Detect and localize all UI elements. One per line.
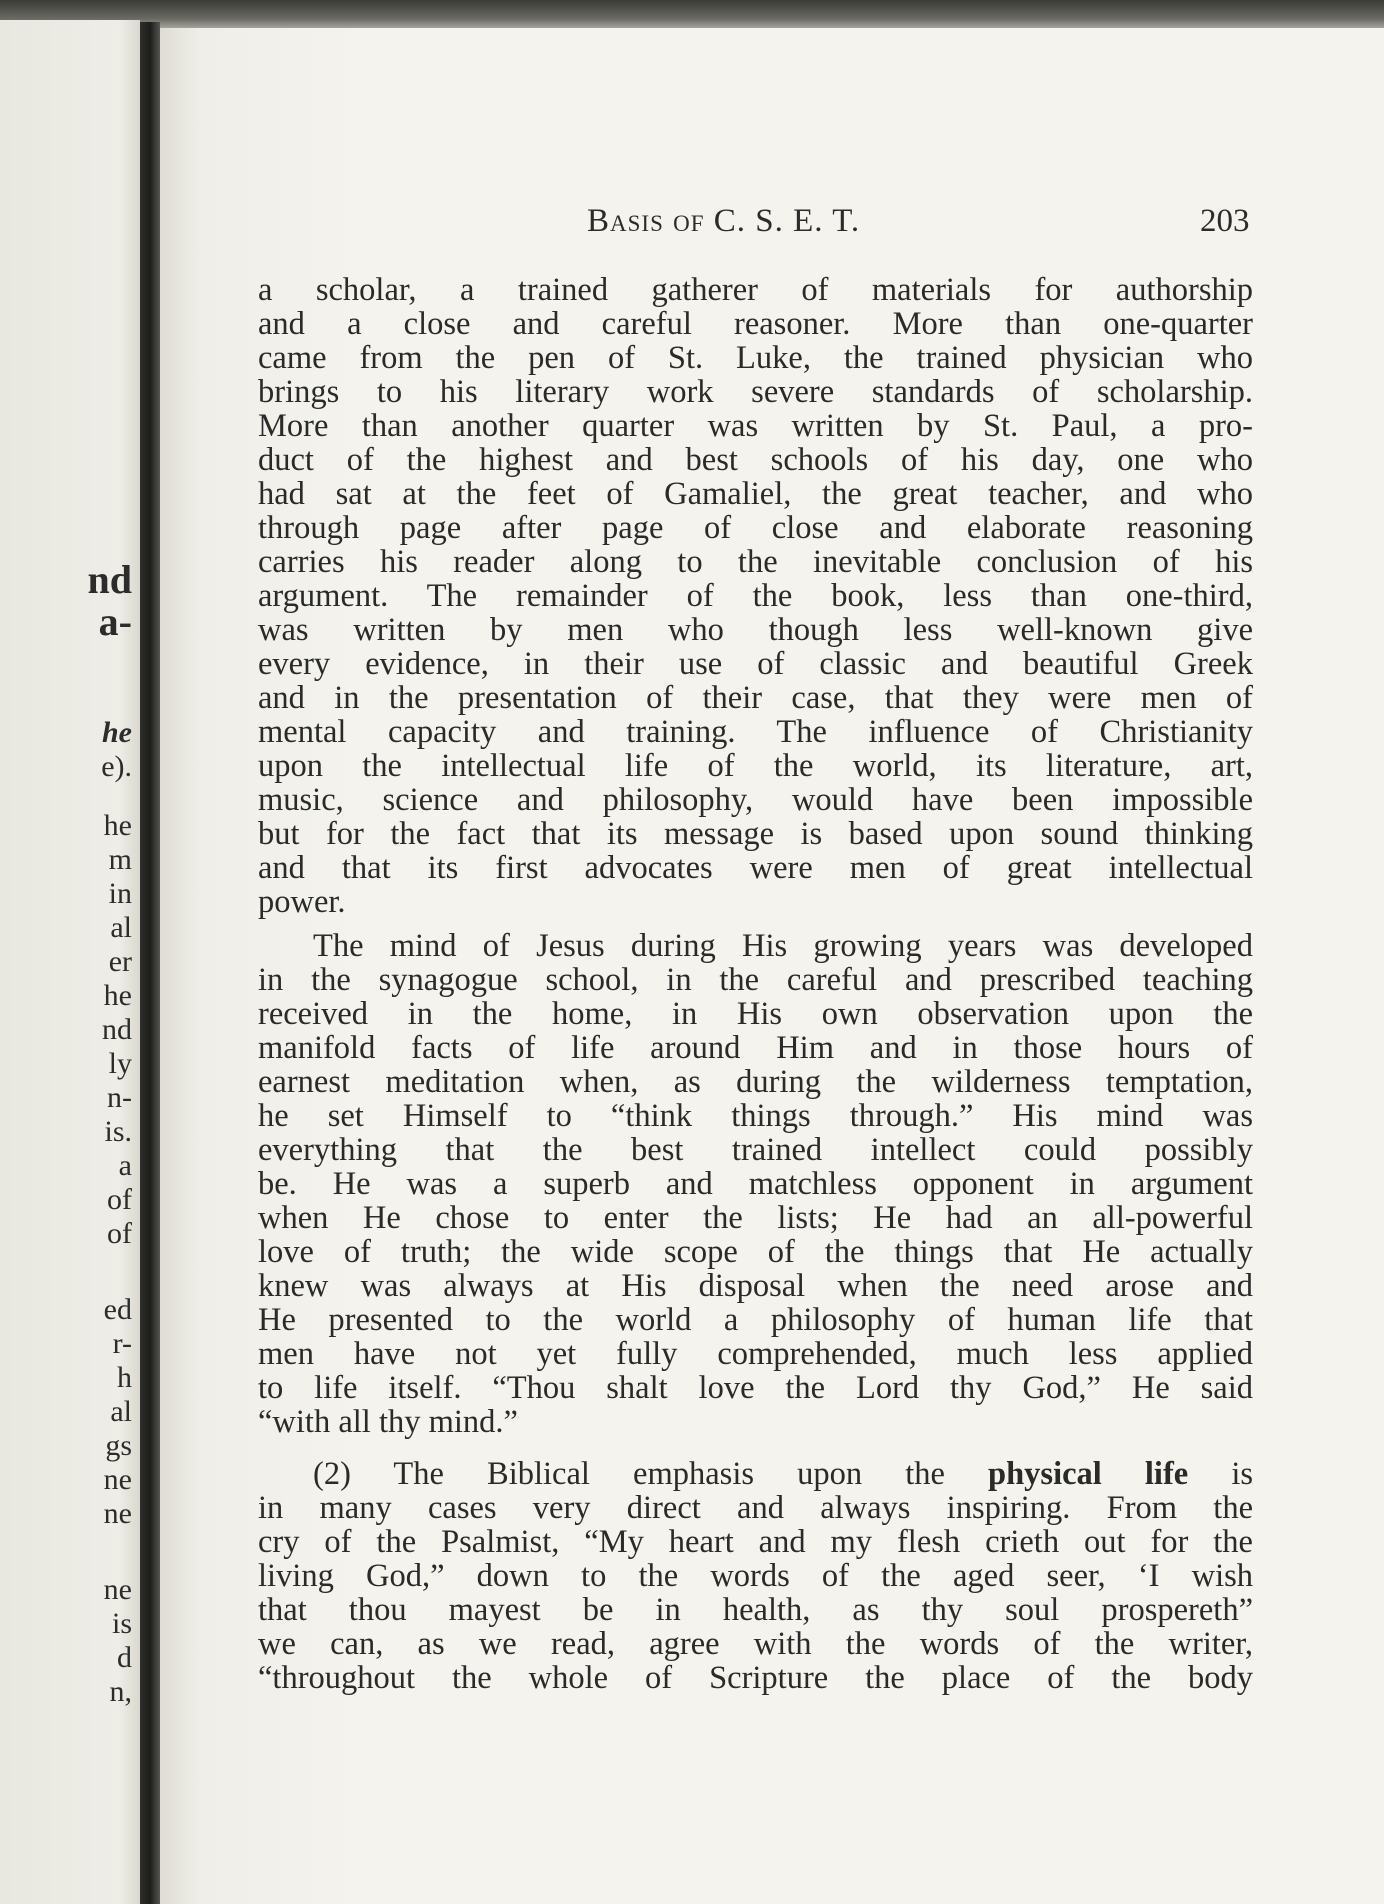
book-gutter bbox=[140, 22, 160, 1904]
fragment-line: m bbox=[108, 843, 132, 876]
fragment-line: d bbox=[117, 1641, 132, 1674]
text-line: The mind of Jesus during His growing years was developed bbox=[313, 928, 1253, 964]
text-line: and that its first advocates were men of great intellectual bbox=[258, 850, 1253, 886]
text-line: when He chose to enter the lists; He had an all-powerful bbox=[258, 1200, 1253, 1236]
fragment-line: n- bbox=[107, 1081, 132, 1114]
fragment-line: is bbox=[111, 1607, 132, 1640]
text-line: had sat at the feet of Gamaliel, the great teacher, and who bbox=[258, 476, 1253, 512]
fragment-line: ne bbox=[103, 1497, 132, 1530]
fragment-line: nd bbox=[87, 557, 132, 602]
text-line: in the synagogue school, in the careful and prescribed teaching bbox=[258, 962, 1253, 998]
text-run: is bbox=[1188, 1456, 1253, 1492]
text-line: a scholar, a trained gatherer of materials for authorship bbox=[258, 272, 1253, 308]
text-line: “throughout the whole of Scripture the place of the body bbox=[258, 1660, 1253, 1696]
text-line: knew was always at His disposal when the need arose and bbox=[258, 1268, 1253, 1304]
fragment-line: e). bbox=[101, 750, 132, 783]
text-line: that thou mayest be in health, as thy soul prospereth” bbox=[258, 1592, 1253, 1628]
text-line: He presented to the world a philosophy of human life that bbox=[258, 1302, 1253, 1338]
fragment-line: of bbox=[107, 1183, 132, 1216]
text-line: earnest meditation when, as during the wilderness temptation, bbox=[258, 1064, 1253, 1100]
fragment-line: he bbox=[102, 716, 132, 749]
text-line: mental capacity and training. The influence of Christianity bbox=[258, 714, 1253, 750]
text-line: received in the home, in His own observation upon the bbox=[258, 996, 1253, 1032]
text-line: love of truth; the wide scope of the things that He actually bbox=[258, 1234, 1253, 1270]
text-line: duct of the highest and best schools of his day, one who bbox=[258, 442, 1253, 478]
fragment-line: r- bbox=[112, 1327, 132, 1360]
text-line: to life itself. “Thou shalt love the Lord thy God,” He said bbox=[258, 1370, 1253, 1406]
text-line: but for the fact that its message is based upon sound thinking bbox=[258, 816, 1253, 852]
fragment-line: of bbox=[107, 1217, 132, 1250]
running-head: Basis of C. S. E. T. bbox=[587, 203, 861, 239]
text-line: every evidence, in their use of classic and beautiful Greek bbox=[258, 646, 1253, 682]
fragment-line: a bbox=[118, 1149, 132, 1182]
text-line: was written by men who though less well-known give bbox=[258, 612, 1253, 648]
facing-page-fragment bbox=[0, 20, 140, 1904]
text-line: be. He was a superb and matchless opponent in argument bbox=[258, 1166, 1253, 1202]
page-number: 203 bbox=[1200, 203, 1250, 239]
text-line: men have not yet fully comprehended, much less applied bbox=[258, 1336, 1253, 1372]
text-line: we can, as we read, agree with the words of the writer, bbox=[258, 1626, 1253, 1662]
fragment-line: al bbox=[110, 1395, 132, 1428]
text-run: (2) The Biblical emphasis upon the bbox=[313, 1456, 989, 1492]
fragment-line: he bbox=[103, 979, 132, 1012]
fragment-line: in bbox=[108, 877, 132, 910]
text-line: living God,” down to the words of the aged seer, ‘I wish bbox=[258, 1558, 1253, 1594]
fragment-line: n, bbox=[109, 1675, 132, 1708]
text-line: cry of the Psalmist, “My heart and my flesh crieth out for the bbox=[258, 1524, 1253, 1560]
text-line: “with all thy mind.” bbox=[258, 1404, 518, 1440]
fragment-line: al bbox=[110, 911, 132, 944]
text-line: More than another quarter was written by St. Paul, a pro- bbox=[258, 408, 1253, 444]
text-line: brings to his literary work severe standards of scholarship. bbox=[258, 374, 1253, 410]
text-line: in many cases very direct and always inspiring. From the bbox=[258, 1490, 1253, 1526]
fragment-line: a- bbox=[98, 599, 132, 644]
text-line: upon the intellectual life of the world, its literature, art, bbox=[258, 748, 1253, 784]
fragment-line: ne bbox=[103, 1463, 132, 1496]
text-line: and a close and careful reasoner. More than one-quarter bbox=[258, 306, 1253, 342]
fragment-line: ed bbox=[103, 1293, 132, 1326]
fragment-line: h bbox=[117, 1361, 132, 1394]
text-line: music, science and philosophy, would have been impossible bbox=[258, 782, 1253, 818]
fragment-line: is. bbox=[104, 1115, 132, 1148]
fragment-line: gs bbox=[105, 1429, 132, 1462]
text-line: argument. The remainder of the book, less than one-third, bbox=[258, 578, 1253, 614]
text-line: carries his reader along to the inevitable conclusion of his bbox=[258, 544, 1253, 580]
fragment-line: he bbox=[103, 809, 132, 842]
text-line: everything that the best trained intellect could possibly bbox=[258, 1132, 1253, 1168]
fragment-line: er bbox=[108, 945, 132, 978]
text-line: and in the presentation of their case, that they were men of bbox=[258, 680, 1253, 716]
emphasized-term: physical life bbox=[988, 1456, 1189, 1492]
text-line: he set Himself to “think things through.” His mind was bbox=[258, 1098, 1253, 1134]
fragment-line: nd bbox=[102, 1013, 132, 1046]
text-line: came from the pen of St. Luke, the trained physician who bbox=[258, 340, 1253, 376]
fragment-line: ne bbox=[103, 1573, 132, 1606]
text-line bbox=[313, 1457, 1253, 1491]
text-line: manifold facts of life around Him and in those hours of bbox=[258, 1030, 1253, 1066]
fragment-line: ly bbox=[108, 1047, 132, 1080]
text-line: through page after page of close and elaborate reasoning bbox=[258, 510, 1253, 546]
text-line: power. bbox=[258, 884, 346, 920]
